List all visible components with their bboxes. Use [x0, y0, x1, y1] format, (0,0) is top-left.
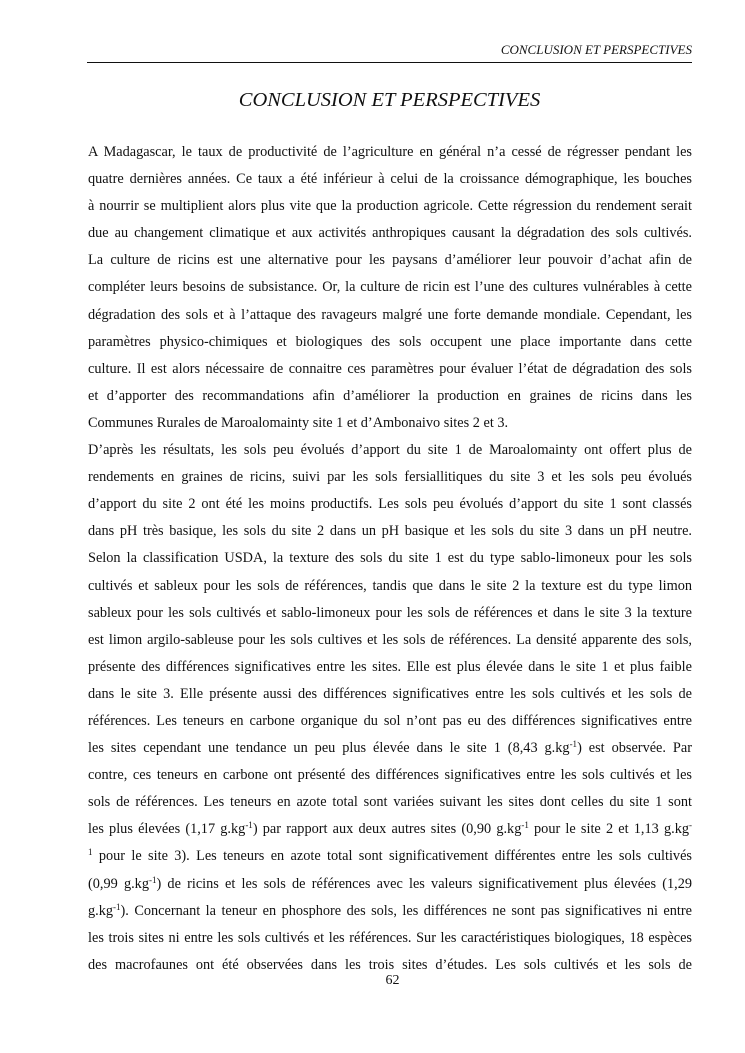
text-line: d’apport du site 2 ont été les moins productifs. Les sols peu évolués d’apport du site 1 sont classés [88, 496, 692, 513]
text-line: culture. Il est alors nécessaire de connaitre ces paramètres pour évaluer l’état de dégradation des sols [88, 360, 692, 377]
text-line: La culture de ricins est une alternative pour les paysans d’améliorer leur pouvoir d’achat afin de [88, 252, 692, 269]
superscript: -1 [148, 874, 157, 885]
text-line: à nourrir se multiplient alors plus vite que la production agricole. Cette régression du rendement serait [88, 198, 692, 215]
text-line: $g.kg^{-1}$). Concernant la teneur en phosphore des sols, les différences ne sont pas significatives ni entre [88, 901, 692, 919]
text-line: compléter leurs besoins de subsistance. Or, la culture de ricin est l’une des cultures vulnérables à cette [88, 279, 692, 296]
text-line: (0,99 $g.kg^{-1}$) de ricins et les sols de références avec les valeurs significativement plus élevées (1,29 [88, 874, 692, 892]
text-line: $^1$ pour le site 3). Les teneurs en azote total sont significativement différentes entre les sols cultivés [88, 847, 692, 865]
text-line: Selon la classification USDA, la texture des sols du site 1 est du type sablo-limoneux pour les sols [88, 550, 692, 567]
page-title: CONCLUSION ET PERSPECTIVES [238, 89, 541, 111]
text-line: les sites cependant une tendance un peu plus élevée dans le site 1 (8,43 $g.kg^{-1}$) est observée. Par [88, 739, 692, 757]
body-text [88, 142, 692, 982]
text-line: A Madagascar, le taux de productivité de l’agriculture en général n’a cessé de régresser pendant les [88, 144, 692, 160]
superscript: -1 [113, 901, 121, 912]
page-number: 62 [385, 973, 400, 988]
text-line: des macrofaunes ont été observées dans les trois sites d’études. Les sols cultivés et les sols de [88, 956, 692, 973]
text-line: quatre dernières années. Ce taux a été inférieur à celui de la croissance démographique, les bouches [88, 171, 692, 188]
text-line: contre, ces teneurs en carbone ont présenté des différences significatives entre les sols cultivés et les [88, 767, 692, 784]
text-line: sableux pour les sols cultivés et sablo-limoneux pour les sols de références et dans le site 3 la texture [88, 604, 692, 621]
superscript: -1 [521, 820, 529, 831]
superscript: -1 [569, 739, 578, 750]
text-line: présente des différences significatives entre les sites. Elle est plus élevée dans le site 1 et plus faible [88, 658, 692, 675]
text-line: les plus élevées (1,17 $g.kg^{-1}$) par rapport aux deux autres sites (0,90 $g.kg^{-1}$ pour le site 2 et 1,13 g.kg- [88, 820, 692, 838]
superscript: - [689, 820, 692, 831]
text-line: est limon argilo-sableuse pour les sols cultives et les sols de références. La densité apparente des sols, [88, 631, 692, 648]
text-line: D’après les résultats, les sols peu évolués d’apport du site 1 de Maroalomainty ont offert plus de [88, 442, 692, 459]
text-line: rendements en graines de ricins, suivi par les sols fersiallitiques du site 3 et les sols peu évolués [88, 469, 692, 486]
text-line: dans pH très basique, les sols du site 2 dans un pH basique et les sols du site 3 dans un pH neutre. [88, 523, 692, 540]
text-line: références. Les teneurs en carbone organique du sol n’ont pas eu des différences significatives entre [88, 712, 692, 729]
text-line: et d’apporter des recommandations afin d’améliorer la production en graines de ricins dans les [88, 387, 692, 404]
superscript: 1 [88, 847, 93, 858]
text-line: due au changement climatique et aux activités anthropiques causant la dégradation des sols cultivés. [88, 225, 692, 242]
text-line: les trois sites ni entre les sols cultivés et les références. Sur les caractéristiques biologiques, 18 espèces [88, 929, 692, 946]
superscript: -1 [245, 820, 253, 831]
text-line: dégradation des sols et à l’attaque des ravageurs malgré une forte demande mondiale. Cependant, les [88, 306, 692, 323]
text-line: paramètres physico-chimiques et biologiques des sols occupent une place importante dans cette [88, 333, 692, 350]
running-header: CONCLUSION ET PERSPECTIVES [500, 42, 692, 57]
text-line: sols de références. Les teneurs en azote total sont variées suivant les sites dont celles du site 1 sont [88, 794, 692, 811]
text-line: cultivés et sableux pour les sols de références, tandis que dans le site 2 la texture est du type limon [88, 577, 692, 594]
header-rule [87, 62, 692, 63]
text-line: dans le site 3. Elle présente aussi des différences significatives entre les sols cultivés et les sols de [88, 685, 692, 702]
text-line: Communes Rurales de Maroalomainty site 1 et d’Ambonaivo sites 2 et 3. [88, 414, 509, 431]
